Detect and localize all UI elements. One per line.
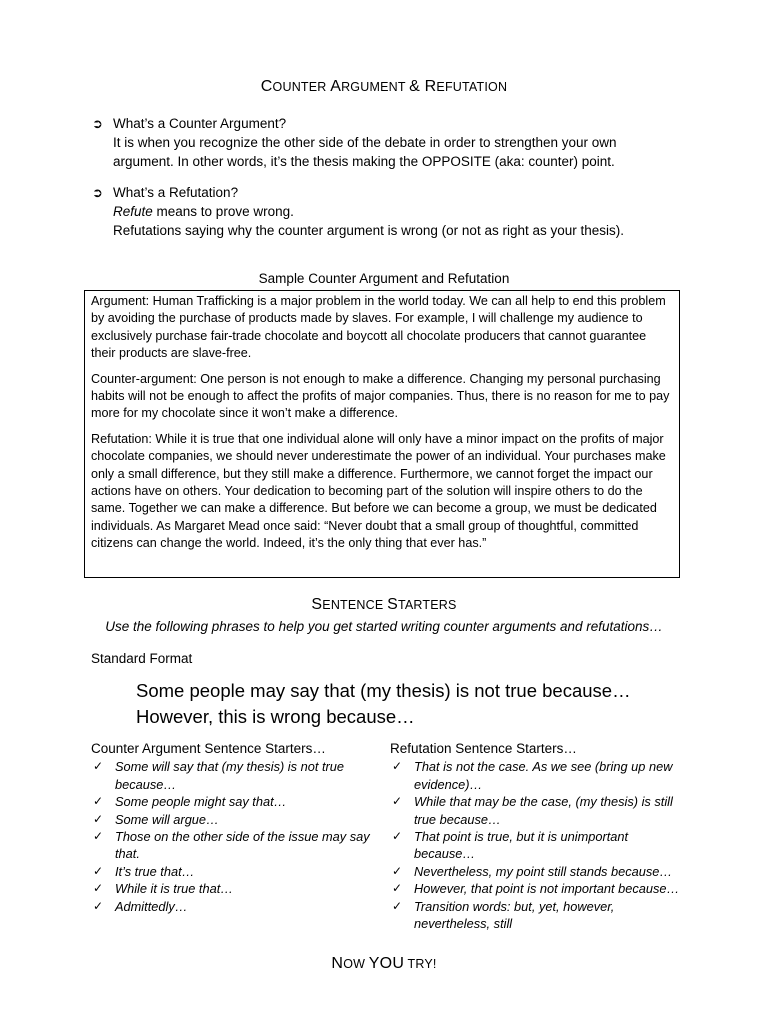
sample-refutation: Refutation: While it is true that one individual alone will only have a minor impact on the profits of major chocolate companies, we should never underestimate the power of an individual. Your purchases make only a small difference, but they still make a difference. Furthermore, we cannot forget the impact our actions have on others. Your dedication to becoming part of the solution will inspire others to do the same. Together we can make a difference. But before we can become a group, we must be dedicated individuals. As Margaret Mead once said: “Never doubt that a small group of thoughtful, committed citizens can change the world. Indeed, it’s the only thing that ever has.” — [91, 431, 666, 551]
starters-intro: Use the following phrases to help you get started writing counter arguments and refutations… — [105, 619, 663, 634]
list-item-text: That point is true, but it is unimportant because… — [414, 829, 629, 862]
list-item — [390, 828, 690, 863]
check-mark-icon: ✓ — [93, 811, 104, 826]
title-part: A — [330, 78, 342, 95]
sample-box — [84, 290, 680, 578]
list-item — [390, 863, 690, 880]
title-part: TARTERS — [397, 598, 457, 612]
list-item-text: Transition words: but, yet, however, nevertheless, still — [414, 898, 615, 932]
counter-starters-list — [91, 758, 381, 915]
list-item-text: While it is true that… — [115, 881, 234, 897]
check-mark-icon: ✓ — [392, 794, 403, 809]
title-part: OW — [343, 957, 369, 971]
check-mark-icon: ✓ — [392, 881, 403, 896]
sentence-starters-title — [0, 596, 768, 614]
check-mark-icon: ✓ — [392, 829, 403, 844]
list-item — [91, 880, 381, 897]
check-mark-icon: ✓ — [93, 829, 104, 844]
title-part: EFUTATION — [436, 80, 508, 94]
refutation-definition — [92, 183, 692, 240]
answer-line: It is when you recognize the other side of the debate in order to strengthen your own — [113, 135, 617, 150]
page-title — [0, 78, 768, 96]
list-item — [390, 880, 690, 897]
list-item — [390, 793, 690, 828]
title-part: & — [409, 78, 425, 95]
list-item — [91, 828, 381, 863]
title-part: YOU — [368, 955, 405, 972]
list-item-text: Those on the other side of the issue may say that. — [115, 829, 370, 862]
question: What’s a Refutation? — [113, 185, 239, 200]
check-mark-icon: ✓ — [392, 898, 403, 913]
format-line: However, this is wrong because… — [136, 706, 415, 727]
sample-counter-argument: Counter-argument: One person is not enough to make a difference. Changing my personal purchasing habits will not be enough to affect the profits of major companies. Thus, there is no reason for me to pay more for my chocolate since it won’t make a difference. — [91, 371, 670, 421]
title-part: R — [424, 78, 437, 95]
column-heading: Counter Argument Sentence Starters… — [91, 741, 326, 756]
list-item — [91, 811, 381, 828]
title-part: N — [331, 955, 344, 972]
sample-argument: Argument: Human Trafficking is a major problem in the world today. We can all help to end this problem by avoiding the purchase of products made by slaves. For example, I will challenge my audience to exclusively purchase fair-trade chocolate and boycott all chocolate producers that cannot guarantee their products are slave-free. — [91, 294, 666, 361]
list-item — [91, 863, 381, 880]
answer-line: Refutations saying why the counter argument is wrong (or not as right as your thesis). — [113, 223, 624, 238]
refute-word: Refute — [113, 204, 153, 219]
check-mark-icon: ✓ — [93, 794, 104, 809]
list-item-text: Nevertheless, my point still stands because… — [414, 863, 673, 879]
format-line: Some people may say that (my thesis) is not true because… — [136, 680, 631, 701]
answer-line: argument. In other words, it’s the thesis making the OPPOSITE (aka: counter) point. — [113, 154, 615, 169]
list-item-text: Some people might say that… — [115, 794, 287, 810]
list-item — [91, 758, 381, 793]
title-part: OUNTER — [272, 80, 331, 94]
counter-starters-column — [91, 740, 381, 915]
arrow-bullet-icon: ➲ — [92, 185, 103, 200]
refutation-starters-list — [390, 758, 690, 932]
list-item-text: Admittedly… — [115, 898, 188, 914]
list-item-text: It’s true that… — [115, 863, 195, 879]
list-item — [390, 898, 690, 933]
column-heading: Refutation Sentence Starters… — [390, 741, 577, 756]
check-mark-icon: ✓ — [392, 759, 403, 774]
sample-heading: Sample Counter Argument and Refutation — [258, 271, 510, 286]
question: What’s a Counter Argument? — [113, 116, 287, 131]
answer-text: means to prove wrong. — [152, 204, 294, 219]
list-item — [91, 898, 381, 915]
title-part: ENTENCE — [322, 598, 388, 612]
check-mark-icon: ✓ — [93, 759, 104, 774]
list-item — [390, 758, 690, 793]
check-mark-icon: ✓ — [93, 863, 104, 878]
standard-format-label: Standard Format — [91, 651, 193, 666]
title-part: C — [260, 78, 273, 95]
standard-format-text — [136, 678, 631, 730]
check-mark-icon: ✓ — [93, 898, 104, 913]
list-item-text: That is not the case. As we see (bring up new evidence)… — [414, 759, 673, 792]
arrow-bullet-icon: ➲ — [92, 116, 103, 131]
title-part: S — [311, 596, 323, 613]
list-item-text: While that may be the case, (my thesis) is still true because… — [414, 794, 673, 827]
title-part: TRY! — [404, 957, 437, 971]
list-item-text: Some will argue… — [115, 811, 219, 827]
list-item — [91, 793, 381, 810]
title-part: RGUMENT — [341, 80, 410, 94]
counter-argument-definition — [92, 114, 692, 171]
answer-line — [92, 202, 692, 221]
check-mark-icon: ✓ — [93, 881, 104, 896]
list-item-text: However, that point is not important because… — [414, 881, 680, 897]
check-mark-icon: ✓ — [392, 863, 403, 878]
refutation-starters-column — [390, 740, 690, 932]
title-part: S — [387, 596, 398, 613]
list-item-text: Some will say that (my thesis) is not true because… — [115, 759, 344, 792]
now-you-try-heading — [0, 955, 768, 973]
